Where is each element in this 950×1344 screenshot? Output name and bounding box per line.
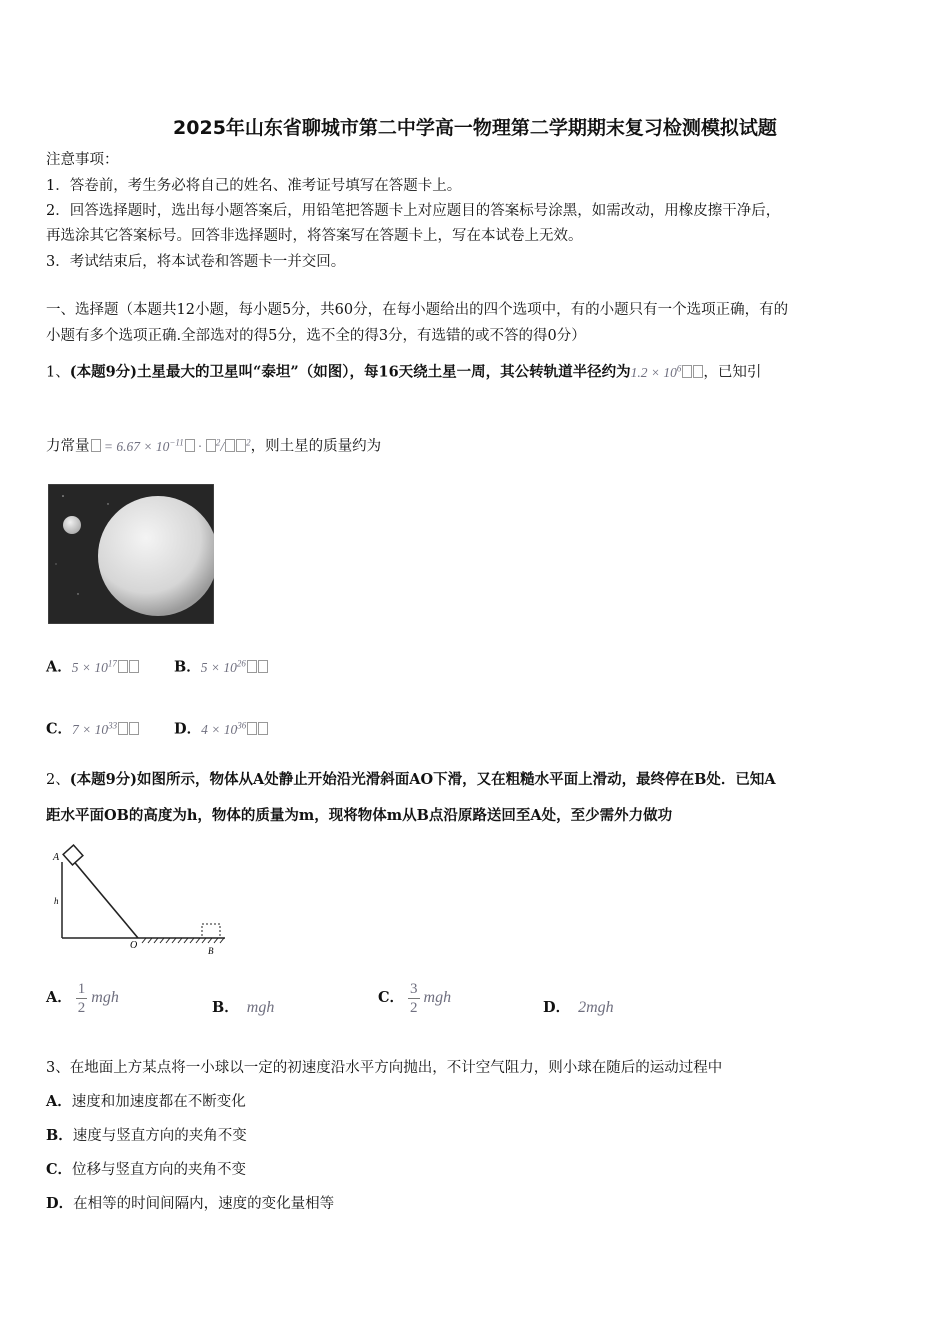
saturn-titan-photo [48,484,214,624]
q1-option-a[interactable]: A．$5 \times 10^{17}$ [46,653,139,678]
q3-stem: 3、在地面上方某点将一小球以一定的初速度沿水平方向抛出，不计空气阻力，则小球在随后的运动过程中 [46,1060,723,1076]
q3-option-c[interactable]: C．位移与竖直方向的夹角不变 [46,1161,247,1178]
q1-stem-line2 [46,432,381,457]
label-b: B [208,946,214,956]
q1-number: 1、 [46,364,70,381]
page-title: 2025年山东省聊城市第二中学高一物理第二学期期末复习检测模拟试题 [173,117,777,139]
block-at-b [202,924,220,938]
q1-score: (本题9分) [69,363,138,381]
q2-option-d[interactable]: D． 2mgh [543,999,614,1016]
q2-option-b[interactable]: B． mgh [212,999,275,1016]
q3-option-d[interactable]: D．在相等的时间间隔内，速度的变化量相等 [46,1195,335,1212]
section-heading-line: 小题有多个选项正确.全部选对的得5分，选不全的得3分，有选错的或不答的得0分） [46,328,586,344]
notice-item: 再选涂其它答案标号。回答非选择题时，将答案写在答题卡上，写在本试卷上无效。 [46,228,583,244]
notice-heading: 注意事项： [46,152,119,168]
notice-item: 1．答卷前，考生务必将自己的姓名、准考证号填写在答题卡上。 [46,178,462,194]
notice-item: 3．考试结束后，将本试卷和答题卡一并交回。 [46,254,346,270]
section-heading-line: 一、选择题（本题共12小题，每小题5分，共60分，在每小题给出的四个选项中，有的小题只有一个选项正确，有的 [46,302,789,318]
notice-item: 2．回答选择题时，选出每小题答案后，用铅笔把答题卡上对应题目的答案标号涂黑，如需改动，用橡皮擦干净后， [46,203,781,219]
q3-option-b[interactable]: B．速度与竖直方向的夹角不变 [46,1127,247,1144]
incline-diagram [50,842,230,960]
q1-text2: ，已知引 [703,364,762,381]
q1-radius-formula: $1.2 \times 10^6$ [631,365,704,380]
q1-option-d[interactable]: D．$4 \times 10^{36}$ [174,715,268,740]
q3-option-a[interactable]: A．速度和加速度都在不断变化 [46,1093,246,1110]
incline-ao [66,852,138,938]
q1-text1: 土星最大的卫星叫“泰坦”（如图），每16天绕土星一周，其公转轨道半径约为 [137,363,631,381]
q1-text4: ，则土星的质量约为 [250,438,382,455]
q1-gravity-constant-formula: = $6.67 \times 10^{-11} \cdot ^2/$ $^2$ [90,439,251,454]
q2-option-a[interactable]: A． $\frac{1}{2}$ mgh [46,980,119,1016]
q1-option-c[interactable]: C．$7 \times 10^{33}$ [46,715,139,740]
q1-option-b[interactable]: B．$5 \times 10^{26}$ [174,653,268,678]
q2-option-c[interactable]: C． $\frac{3}{2}$ mgh [378,980,452,1016]
saturn-planet [98,496,214,616]
q2-stem-line1: 2、(本题9分)如图所示，物体从A处静止开始沿光滑斜面AO下滑，又在粗糙水平面上滑动，最终停在B处．已知A [46,771,776,788]
titan-moon [63,516,81,534]
label-h: h [54,896,59,906]
q1-text3: 力常量 [46,438,90,455]
q1-stem-line1 [46,358,761,383]
label-o: O [130,940,138,951]
q2-stem-line2: 距水平面OB的高度为h，物体的质量为m，现将物体m从B点沿原路送回至A处，至少需外力做功 [46,807,673,824]
label-a: A [53,852,60,863]
block-at-a [63,845,83,865]
